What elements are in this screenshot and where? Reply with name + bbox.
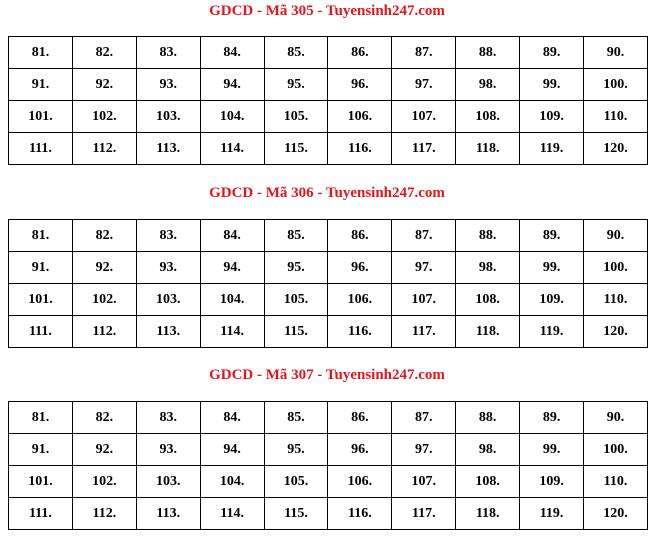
table-row bbox=[9, 466, 648, 498]
question-number-cell: 117. bbox=[392, 133, 456, 165]
question-number-cell: 100. bbox=[584, 252, 648, 284]
question-number-cell: 100. bbox=[584, 69, 648, 101]
question-number-cell: 95. bbox=[264, 69, 328, 101]
question-number-cell: 91. bbox=[9, 434, 73, 466]
question-number-cell: 115. bbox=[264, 498, 328, 530]
question-number-cell: 93. bbox=[136, 252, 200, 284]
question-number-cell: 85. bbox=[264, 402, 328, 434]
question-number-cell: 117. bbox=[392, 498, 456, 530]
question-number-cell: 110. bbox=[584, 101, 648, 133]
question-number-cell: 119. bbox=[520, 498, 584, 530]
question-number-cell: 83. bbox=[136, 220, 200, 252]
question-number-cell: 99. bbox=[520, 252, 584, 284]
table-row bbox=[9, 220, 648, 252]
question-number-cell: 109. bbox=[520, 466, 584, 498]
question-number-cell: 97. bbox=[392, 434, 456, 466]
question-number-cell: 111. bbox=[9, 133, 73, 165]
question-number-cell: 93. bbox=[136, 434, 200, 466]
answer-table bbox=[8, 219, 648, 348]
question-number-cell: 113. bbox=[136, 498, 200, 530]
answer-section-305 bbox=[0, 0, 654, 156]
question-number-cell: 81. bbox=[9, 37, 73, 69]
question-number-cell: 116. bbox=[328, 133, 392, 165]
question-number-cell: 90. bbox=[584, 220, 648, 252]
question-number-cell: 92. bbox=[72, 434, 136, 466]
table-row bbox=[9, 402, 648, 434]
table-row bbox=[9, 252, 648, 284]
question-number-cell: 96. bbox=[328, 434, 392, 466]
table-row bbox=[9, 69, 648, 101]
question-number-cell: 112. bbox=[72, 133, 136, 165]
question-number-cell: 118. bbox=[456, 498, 520, 530]
question-number-cell: 111. bbox=[9, 316, 73, 348]
question-number-cell: 113. bbox=[136, 133, 200, 165]
question-number-cell: 81. bbox=[9, 220, 73, 252]
question-number-cell: 85. bbox=[264, 220, 328, 252]
question-number-cell: 99. bbox=[520, 434, 584, 466]
question-number-cell: 106. bbox=[328, 101, 392, 133]
question-number-cell: 112. bbox=[72, 316, 136, 348]
question-number-cell: 109. bbox=[520, 101, 584, 133]
question-number-cell: 86. bbox=[328, 37, 392, 69]
answer-section-307 bbox=[0, 364, 654, 521]
question-number-cell: 84. bbox=[200, 402, 264, 434]
question-number-cell: 96. bbox=[328, 69, 392, 101]
question-number-cell: 98. bbox=[456, 252, 520, 284]
question-number-cell: 116. bbox=[328, 316, 392, 348]
question-number-cell: 87. bbox=[392, 220, 456, 252]
question-number-cell: 112. bbox=[72, 498, 136, 530]
question-number-cell: 102. bbox=[72, 101, 136, 133]
question-number-cell: 108. bbox=[456, 466, 520, 498]
table-row bbox=[9, 133, 648, 165]
question-number-cell: 82. bbox=[72, 402, 136, 434]
question-number-cell: 89. bbox=[520, 37, 584, 69]
question-number-cell: 105. bbox=[264, 284, 328, 316]
question-number-cell: 110. bbox=[584, 466, 648, 498]
question-number-cell: 108. bbox=[456, 101, 520, 133]
question-number-cell: 119. bbox=[520, 133, 584, 165]
question-number-cell: 94. bbox=[200, 434, 264, 466]
question-number-cell: 102. bbox=[72, 284, 136, 316]
question-number-cell: 110. bbox=[584, 284, 648, 316]
question-number-cell: 115. bbox=[264, 133, 328, 165]
section-title: GDCD - Mã 305 - Tuyensinh247.com bbox=[209, 3, 445, 19]
question-number-cell: 101. bbox=[9, 466, 73, 498]
question-number-cell: 101. bbox=[9, 101, 73, 133]
question-number-cell: 106. bbox=[328, 466, 392, 498]
question-number-cell: 108. bbox=[456, 284, 520, 316]
question-number-cell: 90. bbox=[584, 37, 648, 69]
question-number-cell: 94. bbox=[200, 252, 264, 284]
question-number-cell: 86. bbox=[328, 220, 392, 252]
question-number-cell: 113. bbox=[136, 316, 200, 348]
question-number-cell: 101. bbox=[9, 284, 73, 316]
table-row bbox=[9, 101, 648, 133]
question-number-cell: 104. bbox=[200, 101, 264, 133]
question-number-cell: 87. bbox=[392, 402, 456, 434]
question-number-cell: 111. bbox=[9, 498, 73, 530]
question-number-cell: 88. bbox=[456, 402, 520, 434]
question-number-cell: 103. bbox=[136, 284, 200, 316]
question-number-cell: 105. bbox=[264, 101, 328, 133]
question-number-cell: 104. bbox=[200, 466, 264, 498]
question-number-cell: 102. bbox=[72, 466, 136, 498]
question-number-cell: 88. bbox=[456, 37, 520, 69]
question-number-cell: 95. bbox=[264, 434, 328, 466]
question-number-cell: 107. bbox=[392, 101, 456, 133]
question-number-cell: 107. bbox=[392, 466, 456, 498]
question-number-cell: 120. bbox=[584, 316, 648, 348]
question-number-cell: 103. bbox=[136, 466, 200, 498]
question-number-cell: 103. bbox=[136, 101, 200, 133]
question-number-cell: 106. bbox=[328, 284, 392, 316]
table-row bbox=[9, 498, 648, 530]
question-number-cell: 82. bbox=[72, 220, 136, 252]
question-number-cell: 118. bbox=[456, 133, 520, 165]
section-title: GDCD - Mã 306 - Tuyensinh247.com bbox=[209, 185, 445, 201]
question-number-cell: 95. bbox=[264, 252, 328, 284]
question-number-cell: 109. bbox=[520, 284, 584, 316]
question-number-cell: 86. bbox=[328, 402, 392, 434]
question-number-cell: 81. bbox=[9, 402, 73, 434]
table-row bbox=[9, 284, 648, 316]
answer-section-306 bbox=[0, 182, 654, 339]
question-number-cell: 114. bbox=[200, 316, 264, 348]
question-number-cell: 92. bbox=[72, 252, 136, 284]
question-number-cell: 90. bbox=[584, 402, 648, 434]
question-number-cell: 116. bbox=[328, 498, 392, 530]
question-number-cell: 84. bbox=[200, 220, 264, 252]
question-number-cell: 99. bbox=[520, 69, 584, 101]
question-number-cell: 92. bbox=[72, 69, 136, 101]
question-number-cell: 88. bbox=[456, 220, 520, 252]
question-number-cell: 107. bbox=[392, 284, 456, 316]
question-number-cell: 82. bbox=[72, 37, 136, 69]
question-number-cell: 91. bbox=[9, 252, 73, 284]
question-number-cell: 89. bbox=[520, 220, 584, 252]
question-number-cell: 105. bbox=[264, 466, 328, 498]
question-number-cell: 84. bbox=[200, 37, 264, 69]
question-number-cell: 87. bbox=[392, 37, 456, 69]
question-number-cell: 83. bbox=[136, 402, 200, 434]
table-row bbox=[9, 316, 648, 348]
question-number-cell: 96. bbox=[328, 252, 392, 284]
question-number-cell: 83. bbox=[136, 37, 200, 69]
question-number-cell: 120. bbox=[584, 498, 648, 530]
question-number-cell: 120. bbox=[584, 133, 648, 165]
question-number-cell: 93. bbox=[136, 69, 200, 101]
question-number-cell: 115. bbox=[264, 316, 328, 348]
question-number-cell: 118. bbox=[456, 316, 520, 348]
question-number-cell: 98. bbox=[456, 69, 520, 101]
question-number-cell: 98. bbox=[456, 434, 520, 466]
question-number-cell: 104. bbox=[200, 284, 264, 316]
question-number-cell: 97. bbox=[392, 69, 456, 101]
question-number-cell: 85. bbox=[264, 37, 328, 69]
table-row bbox=[9, 37, 648, 69]
question-number-cell: 100. bbox=[584, 434, 648, 466]
question-number-cell: 91. bbox=[9, 69, 73, 101]
question-number-cell: 117. bbox=[392, 316, 456, 348]
question-number-cell: 97. bbox=[392, 252, 456, 284]
question-number-cell: 94. bbox=[200, 69, 264, 101]
question-number-cell: 89. bbox=[520, 402, 584, 434]
question-number-cell: 119. bbox=[520, 316, 584, 348]
table-row bbox=[9, 434, 648, 466]
section-title: GDCD - Mã 307 - Tuyensinh247.com bbox=[209, 367, 445, 383]
question-number-cell: 114. bbox=[200, 133, 264, 165]
answer-table bbox=[8, 36, 648, 165]
question-number-cell: 114. bbox=[200, 498, 264, 530]
answer-table bbox=[8, 401, 648, 530]
